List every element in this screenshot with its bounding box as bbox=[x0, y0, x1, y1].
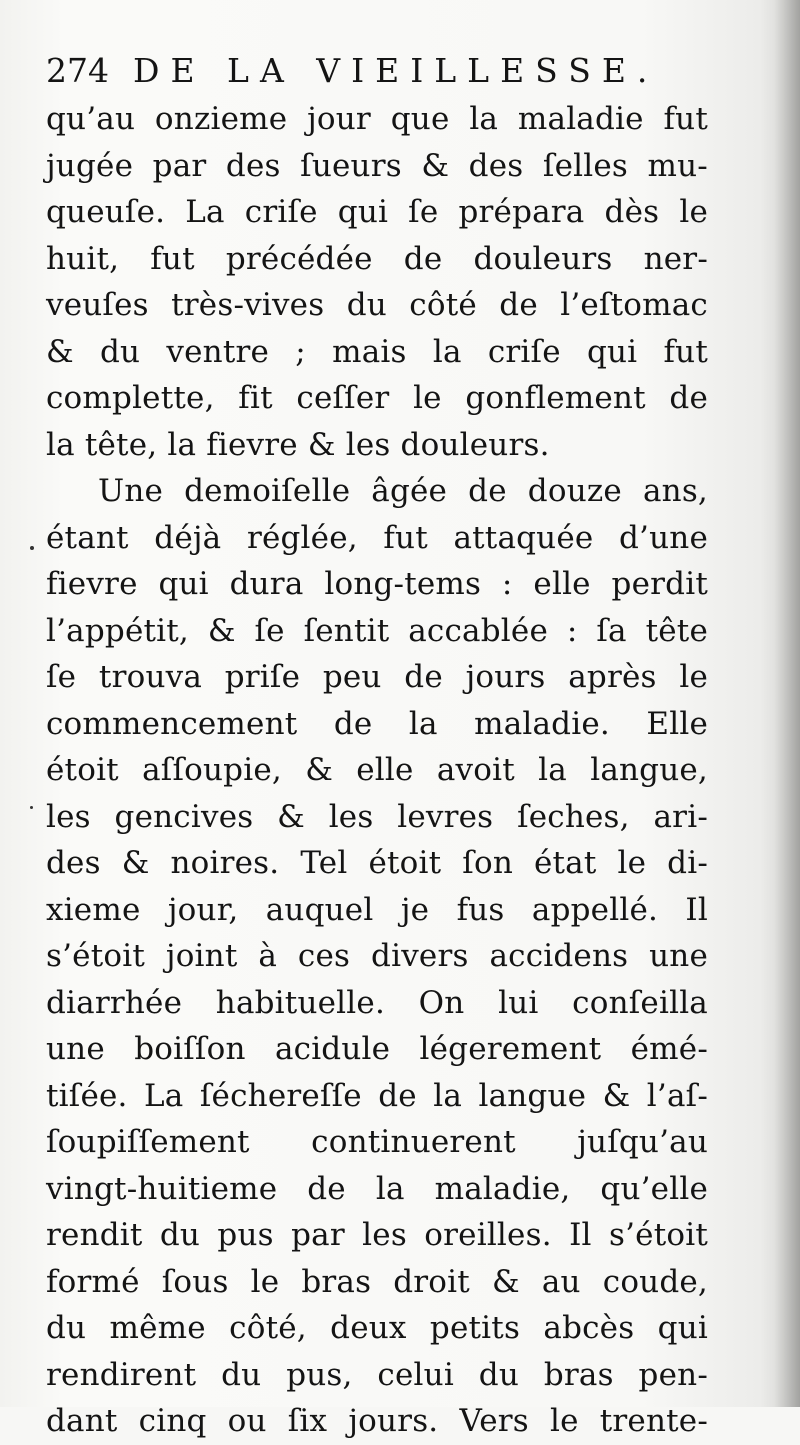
text-line: qu’au onzieme jour que la maladie fut bbox=[46, 101, 708, 137]
running-head: DE LA VIEILLESSE. bbox=[133, 51, 659, 90]
text-line: s’étoit joint à ces divers accidens une bbox=[46, 938, 708, 974]
text-line: fievre qui dura long-tems : elle perdit bbox=[46, 566, 708, 602]
ink-speck bbox=[30, 806, 33, 809]
text-line: complette, fit ceſſer le gonflement de bbox=[46, 380, 708, 416]
text-line: jugée par des ſueurs & des ſelles mu- bbox=[46, 147, 708, 184]
page-number: 274 bbox=[46, 51, 109, 90]
text-line: ſoupiſſement continuerent juſqu’au bbox=[46, 1124, 708, 1160]
text-line: diarrhée habituelle. On lui conſeilla bbox=[46, 984, 708, 1021]
text-line: dant cinq ou ſix jours. Vers le trente- bbox=[46, 1403, 708, 1439]
text-line: vingt-huitieme de la maladie, qu’elle bbox=[46, 1170, 708, 1207]
text-line: queuſe. La criſe qui ſe prépara dès le bbox=[46, 194, 708, 230]
text-line: & du ventre ; mais la criſe qui fut bbox=[46, 333, 708, 370]
text-line: huit, fut précédée de douleurs ner- bbox=[46, 240, 708, 277]
text-line: rendit du pus par les oreilles. Il s’étoit bbox=[46, 1217, 708, 1253]
ink-speck bbox=[30, 546, 34, 550]
page-header bbox=[46, 46, 708, 96]
paragraph-2 bbox=[46, 468, 708, 1445]
text-line: veuſes très-vives du côté de l’eſtomac bbox=[46, 287, 708, 323]
text-line: formé ſous le bras droit & au coude, bbox=[46, 1263, 708, 1300]
text-line: étant déjà réglée, fut attaquée d’une bbox=[46, 519, 708, 556]
text-line: une boiſſon acidule légerement émé- bbox=[46, 1031, 708, 1067]
page-text bbox=[46, 46, 708, 1445]
text-line: rendirent du pus, celui du bras pen- bbox=[46, 1356, 708, 1393]
paragraph-1 bbox=[46, 96, 708, 468]
page-gutter-shadow bbox=[774, 0, 800, 1407]
text-line: ſe trouva priſe peu de jours après le bbox=[46, 659, 708, 695]
text-line: xieme jour, auquel je fus appellé. Il bbox=[46, 891, 708, 928]
text-line: des & noires. Tel étoit ſon état le di- bbox=[46, 845, 708, 881]
text-line: du même côté, deux petits abcès qui bbox=[46, 1310, 708, 1346]
text-line: l’appétit, & ſe ſentit accablée : ſa tête bbox=[46, 612, 708, 649]
text-line: commencement de la maladie. Elle bbox=[46, 705, 708, 742]
text-line: la tête, la fievre & les douleurs. bbox=[46, 426, 550, 463]
text-line: tiſée. La ſéchereſſe de la langue & l’aſ- bbox=[46, 1077, 708, 1114]
text-line: Une demoiſelle âgée de douze ans, bbox=[98, 473, 708, 509]
text-line: les gencives & les levres ſeches, ari- bbox=[46, 798, 708, 835]
text-line: étoit aſſoupie, & elle avoit la langue, bbox=[46, 752, 708, 788]
